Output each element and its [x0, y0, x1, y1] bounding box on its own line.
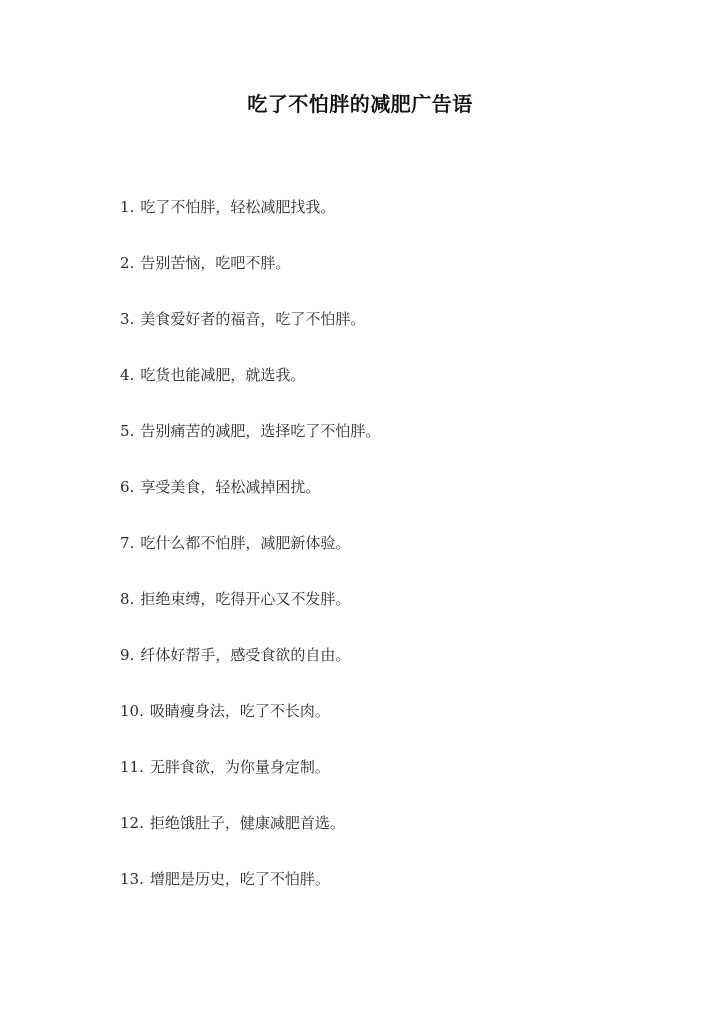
item-number: 10.	[120, 702, 144, 720]
item-number: 13.	[120, 870, 144, 888]
item-text: 享受美食，轻松减掉困扰。	[140, 478, 321, 496]
item-text: 纤体好帮手，感受食欲的自由。	[140, 646, 351, 664]
item-text: 吸睛瘦身法，吃了不长肉。	[149, 702, 330, 720]
document-title: 吃了不怕胖的减肥广告语	[247, 92, 473, 116]
list-item	[120, 476, 380, 532]
item-text: 无胖食欲，为你量身定制。	[149, 758, 330, 776]
list-item	[120, 252, 380, 308]
list-item	[120, 644, 380, 700]
item-number: 12.	[120, 814, 144, 832]
item-number: 7.	[120, 534, 135, 552]
list-item	[120, 308, 380, 364]
item-text: 美食爱好者的福音，吃了不怕胖。	[140, 310, 366, 328]
item-number: 4.	[120, 366, 135, 384]
list-item	[120, 420, 380, 476]
list-item	[120, 756, 380, 812]
item-number: 6.	[120, 478, 135, 496]
item-text: 拒绝束缚，吃得开心又不发胖。	[140, 590, 351, 608]
list-item	[120, 588, 380, 644]
item-number: 2.	[120, 254, 135, 272]
item-text: 吃什么都不怕胖，减肥新体验。	[140, 534, 351, 552]
item-text: 拒绝饿肚子，健康减肥首选。	[149, 814, 345, 832]
item-text: 告别苦恼，吃吧不胖。	[140, 254, 291, 272]
list-item	[120, 868, 380, 924]
list-item	[120, 812, 380, 868]
item-number: 8.	[120, 590, 135, 608]
item-text: 增肥是历史，吃了不怕胖。	[149, 870, 330, 888]
item-number: 1.	[120, 198, 135, 216]
item-number: 5.	[120, 422, 135, 440]
list-item	[120, 532, 380, 588]
item-text: 吃货也能减肥，就选我。	[140, 366, 306, 384]
item-number: 9.	[120, 646, 135, 664]
list-item	[120, 700, 380, 756]
list-item	[120, 364, 380, 420]
item-text: 告别痛苦的减肥，选择吃了不怕胖。	[140, 422, 381, 440]
list-item	[120, 196, 380, 252]
slogan-list	[120, 196, 380, 924]
item-number: 3.	[120, 310, 135, 328]
item-text: 吃了不怕胖，轻松减肥找我。	[140, 198, 336, 216]
item-number: 11.	[120, 758, 144, 776]
